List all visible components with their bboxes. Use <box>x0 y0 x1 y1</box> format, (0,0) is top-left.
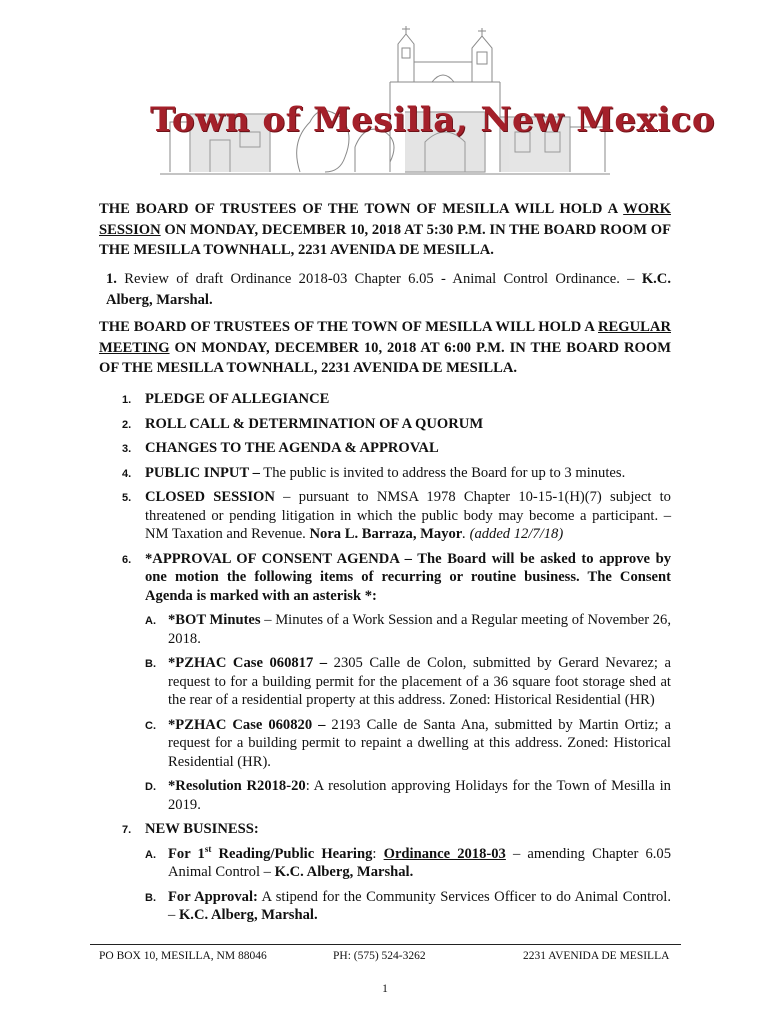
regular-meeting-label: REGULAR MEETING <box>99 319 671 356</box>
sub-item-title-pre: For 1 <box>168 845 205 862</box>
agenda-item-presenter: Nora L. Barraza, Mayor <box>309 526 463 542</box>
agenda-item-title: NEW BUSINESS: <box>145 821 259 837</box>
work-session-item-text: Review of draft Ordinance 2018-03 Chapter 6.05 - Animal Control Ordinance. – <box>116 271 642 287</box>
sub-item-letter: C. <box>145 719 156 732</box>
sub-item-text: – Minutes of a Work Session and a Regular meeting of November 26, 2018. <box>168 612 671 647</box>
agenda-item-7 <box>99 820 671 925</box>
sub-item-title: *BOT Minutes <box>168 612 261 628</box>
letterhead <box>150 22 716 180</box>
agenda-item-1 <box>99 390 671 409</box>
work-session-item-number: 1. <box>106 271 117 287</box>
agenda-item-2 <box>99 415 671 434</box>
sub-item-presenter: K.C. Alberg, Marshal. <box>178 907 318 923</box>
agenda-item-number: 7. <box>122 824 132 836</box>
agenda-item-note: . (added 12/7/18) <box>462 526 564 542</box>
consent-item-b <box>145 654 671 710</box>
sub-item-presenter: K.C. Alberg, Marshal. <box>274 864 414 880</box>
agenda-item-title: CHANGES TO THE AGENDA & APPROVAL <box>145 440 439 456</box>
consent-item-c <box>145 716 671 772</box>
sub-item-letter: A. <box>145 848 156 861</box>
letterhead-title: Town of Mesilla, New Mexico <box>150 100 716 140</box>
agenda-item-title: *APPROVAL OF CONSENT AGENDA – The Board will be asked to approve by one motion the following items of recurring or routine business. The Consent Agenda is marked with an asterisk *: <box>145 550 671 604</box>
page-number: 1 <box>382 983 388 995</box>
new-business-item-b <box>145 888 671 925</box>
sub-item-text: – amending Chapter 6.05 Animal Control – <box>168 845 671 880</box>
agenda-item-title: CLOSED SESSION <box>145 489 275 505</box>
regular-meeting-text-2: ON MONDAY, DECEMBER 10, 2018 AT 6:00 P.M. IN THE BOARD ROOM OF THE MESILLA TOWNHALL, 2231 AVENIDA DE MESILLA. <box>99 339 671 376</box>
agenda-list <box>99 390 671 931</box>
work-session-item <box>106 269 671 310</box>
regular-meeting-notice <box>99 317 671 379</box>
agenda-item-text: – pursuant to NMSA 1978 Chapter 10-15-1(H)(7) subject to threatened or pending litigation in which the public body may become a participant. – NM Taxation and Revenue. <box>145 489 671 542</box>
consent-item-d <box>145 777 671 814</box>
sub-item-title: *PZHAC Case 060820 – <box>168 716 326 733</box>
agenda-item-title: ROLL CALL & DETERMINATION OF A QUORUM <box>145 415 484 432</box>
work-session-text-1: THE BOARD OF TRUSTEES OF THE TOWN OF MESILLA WILL HOLD A <box>99 201 624 217</box>
footer-street: 2231 AVENIDA DE MESILLA <box>523 950 670 962</box>
agenda-item-number: 5. <box>122 492 132 504</box>
agenda-item-number: 3. <box>122 443 132 455</box>
consent-item-a <box>145 611 671 648</box>
sub-item-colon: : <box>372 845 384 862</box>
sub-item-letter: A. <box>145 615 156 627</box>
sub-item-title-post: Reading/Public Hearing <box>211 845 373 862</box>
sub-item-text: : A resolution approving Holidays for the Town of Mesilla in 2019. <box>168 778 671 813</box>
agenda-item-number: 1. <box>122 394 132 406</box>
work-session-label: WORK SESSION <box>99 201 671 238</box>
sub-item-letter: B. <box>145 891 156 904</box>
sub-item-text: 2193 Calle de Santa Ana, submitted by Martin Ortiz; a request for a building permit to repaint a dwelling at this address. Zoned: Historical Residential (HR). <box>168 716 671 770</box>
agenda-item-number: 6. <box>122 553 132 566</box>
agenda-item-number: 2. <box>122 418 132 431</box>
footer-address: PO BOX 10, MESILLA, NM 88046 <box>99 950 267 962</box>
work-session-text-2: ON MONDAY, DECEMBER 10, 2018 AT 5:30 P.M. IN THE BOARD ROOM OF THE MESILLA TOWNHALL, 2231 AVENIDA DE MESILLA. <box>99 221 671 258</box>
agenda-item-title: PLEDGE OF ALLEGIANCE <box>145 391 330 407</box>
new-business-item-a <box>145 845 671 882</box>
sub-item-letter: B. <box>145 658 156 670</box>
sub-item-text: A stipend for the Community Services Officer to do Animal Control. – <box>168 888 671 923</box>
agenda-item-4 <box>99 464 671 483</box>
agenda-item-title: PUBLIC INPUT – <box>145 464 260 481</box>
sub-item-text: 2305 Calle de Colon, submitted by Gerard Nevarez; a request to for a building permit for the placement of a 36 square foot storage shed at the rear of a residential property at this address. Zoned: Historical Residential (HR) <box>168 655 671 708</box>
agenda-item-6 <box>99 550 671 815</box>
footer-phone: PH: (575) 524-3262 <box>333 950 426 962</box>
agenda-item-number: 4. <box>122 467 132 480</box>
ordinance-reference: Ordinance 2018-03 <box>383 845 506 862</box>
sub-item-title: For Approval: <box>168 888 258 905</box>
sub-item-title: *Resolution R2018-20 <box>168 778 306 794</box>
agenda-item-5 <box>99 488 671 544</box>
sub-item-title: *PZHAC Case 060817 – <box>168 655 328 671</box>
regular-meeting-text-1: THE BOARD OF TRUSTEES OF THE TOWN OF MESILLA WILL HOLD A <box>99 319 599 335</box>
agenda-item-text: The public is invited to address the Board for up to 3 minutes. <box>259 464 626 481</box>
agenda-item-3 <box>99 439 671 458</box>
work-session-item-presenter: K.C. Alberg, Marshal. <box>106 271 671 308</box>
sub-item-letter: D. <box>145 781 156 793</box>
work-session-notice <box>99 199 671 261</box>
footer-divider <box>90 944 681 945</box>
ordinal-suffix: st <box>204 843 212 854</box>
